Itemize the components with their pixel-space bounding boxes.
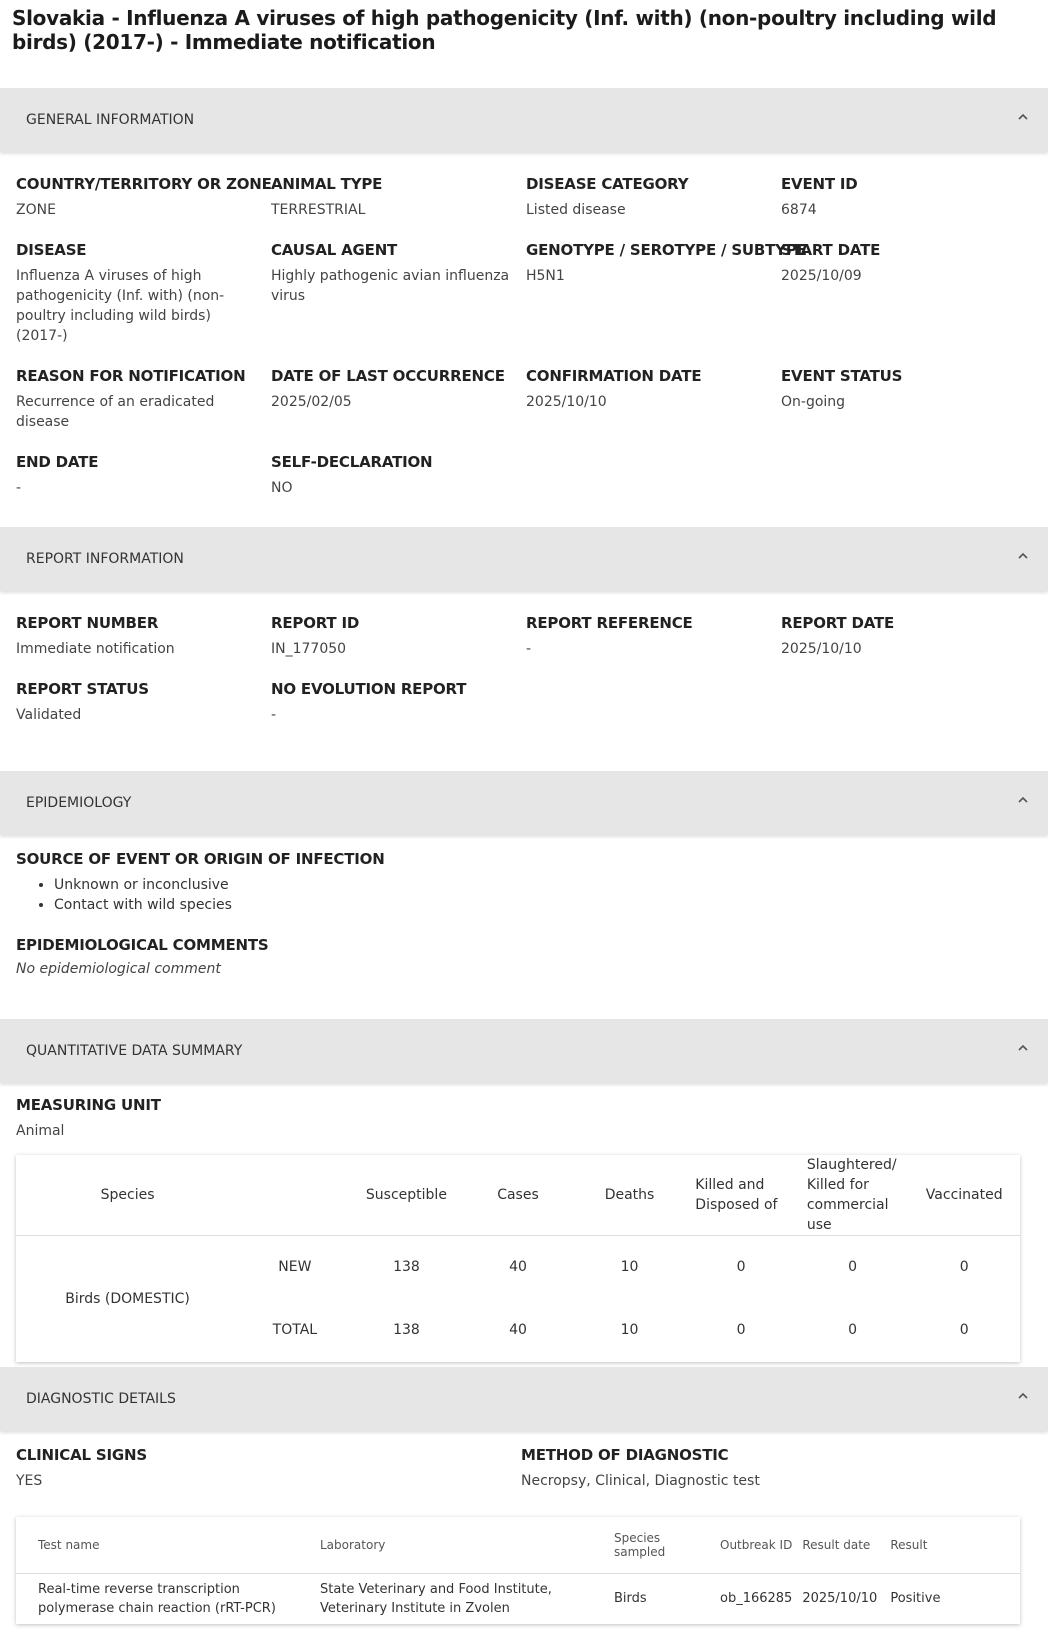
column-header: Result (880, 1517, 1020, 1573)
field-value: Immediate notification (16, 641, 175, 657)
species-sampled-cell: Birds (614, 1591, 647, 1606)
result-cell: Positive (890, 1591, 941, 1606)
field-label: CLINICAL SIGNS (16, 1446, 147, 1464)
field-disease-category (526, 174, 781, 240)
field-value: TERRESTRIAL (271, 202, 366, 218)
chevron-up-icon[interactable] (1016, 1041, 1030, 1055)
field-event-status (781, 366, 1036, 452)
epidemiology-body (0, 835, 1048, 1019)
field-label: REPORT ID (271, 614, 360, 632)
laboratory-cell: State Veterinary and Food Institute, Veterinary Institute in Zvolen (320, 1581, 552, 1616)
quantitative-body (0, 1083, 1048, 1367)
field-event-id (781, 174, 1036, 240)
field-label: END DATE (16, 453, 99, 471)
chevron-up-icon[interactable] (1016, 1389, 1030, 1403)
column-header: Species (16, 1155, 239, 1236)
table-cell: 10 (620, 1322, 639, 1338)
column-header: Species sampled (604, 1517, 710, 1573)
diagnostic-body (0, 1431, 1048, 1624)
column-header: Result date (792, 1517, 880, 1573)
table-row (16, 1573, 1020, 1624)
field-label: DISEASE CATEGORY (526, 175, 689, 193)
field-report-number (16, 613, 271, 679)
section-title: EPIDEMIOLOGY (26, 795, 132, 811)
section-title: GENERAL INFORMATION (26, 112, 195, 128)
field-label: EVENT ID (781, 175, 858, 193)
row-type: TOTAL (272, 1322, 318, 1338)
field-report-date (781, 613, 1036, 679)
field-value: YES (16, 1473, 43, 1489)
row-type: NEW (278, 1259, 312, 1276)
section-title: DIAGNOSTIC DETAILS (26, 1391, 176, 1407)
section-header-report[interactable] (0, 527, 1048, 591)
general-info-body (0, 152, 1048, 527)
field-clinical-signs (16, 1445, 521, 1491)
field-value: 2025/10/10 (526, 394, 607, 410)
field-label: EVENT STATUS (781, 367, 903, 385)
field-value: - (271, 707, 277, 723)
field-report-status (16, 679, 271, 745)
field-label: DISEASE (16, 241, 87, 259)
comments-value: No epidemiological comment (16, 961, 221, 977)
field-no-evolution-report (271, 679, 526, 745)
section-header-epidemiology[interactable] (0, 771, 1048, 835)
field-method-of-diagnostic (521, 1445, 1026, 1491)
field-value: Highly pathogenic avian influenza virus (271, 268, 510, 304)
table-cell: 0 (848, 1259, 858, 1276)
field-confirmation-date (526, 366, 781, 452)
table-header-row (16, 1155, 1020, 1236)
field-value: Necropsy, Clinical, Diagnostic test (521, 1473, 760, 1489)
section-header-quantitative[interactable] (0, 1019, 1048, 1083)
field-value: Validated (16, 707, 82, 723)
page-title: Slovakia - Influenza A viruses of high pathogenicity (Inf. with) (non-poultry including wild birds) (2017-) - Immediate notification (12, 6, 997, 54)
source-label: SOURCE OF EVENT OR ORIGIN OF INFECTION (16, 850, 385, 868)
field-value: IN_177050 (271, 641, 347, 657)
field-start-date (781, 240, 1036, 366)
field-value: - (526, 641, 532, 657)
table-cell: 40 (509, 1322, 527, 1338)
species-cell: Birds (DOMESTIC) (65, 1290, 190, 1307)
field-end-date (16, 452, 271, 518)
field-value: Listed disease (526, 202, 626, 218)
field-label: REPORT DATE (781, 614, 895, 632)
field-label: CAUSAL AGENT (271, 241, 398, 259)
column-header-spacer (239, 1155, 351, 1236)
field-value: 2025/10/10 (781, 641, 862, 657)
column-header: Slaughtered/ Killed for commercial use (797, 1155, 909, 1236)
field-causal-agent (271, 240, 526, 366)
field-label: ANIMAL TYPE (271, 175, 383, 193)
field-value: On-going (781, 394, 846, 410)
field-genotype (526, 240, 807, 366)
table-cell: 0 (959, 1259, 969, 1276)
field-value: ZONE (16, 202, 56, 218)
column-header: Laboratory (298, 1517, 604, 1573)
field-value: 2025/10/09 (781, 268, 862, 284)
test-name-cell: Real-time reverse transcription polymerase chain reaction (rRT-PCR) (38, 1581, 276, 1616)
field-disease (16, 240, 271, 366)
field-self-declaration (271, 452, 526, 518)
field-label: REPORT STATUS (16, 680, 149, 698)
column-header: Cases (462, 1155, 574, 1236)
field-label: DATE OF LAST OCCURRENCE (271, 367, 505, 385)
table-row (16, 1236, 1020, 1299)
result-date-cell: 2025/10/10 (802, 1591, 878, 1606)
section-title: REPORT INFORMATION (26, 551, 184, 567)
field-reason (16, 366, 271, 452)
column-header: Test name (16, 1517, 298, 1573)
field-value: NO (271, 480, 293, 496)
section-title: QUANTITATIVE DATA SUMMARY (26, 1043, 243, 1059)
field-report-id (271, 613, 526, 679)
column-header: Deaths (574, 1155, 686, 1236)
field-value: - (16, 480, 22, 496)
list-item: • Contact with wild species (54, 895, 1032, 915)
column-header: Susceptible (351, 1155, 463, 1236)
outbreak-id-cell: ob_166285 (720, 1591, 793, 1606)
report-info-body (0, 591, 1048, 771)
diagnostic-table (16, 1517, 1020, 1624)
field-last-occurrence (271, 366, 526, 452)
table-cell: 0 (848, 1322, 858, 1338)
comments-label: EPIDEMIOLOGICAL COMMENTS (16, 936, 269, 954)
field-country (16, 174, 271, 240)
field-label: REPORT REFERENCE (526, 614, 693, 632)
table-cell: 138 (393, 1322, 420, 1338)
section-header-diagnostic[interactable] (0, 1367, 1048, 1431)
field-label: NO EVOLUTION REPORT (271, 680, 467, 698)
table-cell: 138 (393, 1259, 420, 1276)
table-cell: 10 (620, 1259, 639, 1276)
table-header-row (16, 1517, 1020, 1573)
table-cell: 0 (959, 1322, 969, 1338)
field-label: REPORT NUMBER (16, 614, 159, 632)
column-header: Outbreak ID (710, 1517, 792, 1573)
chevron-up-icon[interactable] (1016, 549, 1030, 563)
quantitative-table (16, 1155, 1020, 1362)
measuring-unit-label: MEASURING UNIT (16, 1096, 161, 1114)
field-report-reference (526, 613, 781, 679)
field-value: 6874 (781, 202, 817, 218)
section-header-general[interactable] (0, 88, 1048, 152)
table-cell: 0 (736, 1259, 746, 1276)
field-value: Recurrence of an eradicated disease (16, 394, 215, 430)
field-animal-type (271, 174, 526, 240)
field-label: COUNTRY/TERRITORY OR ZONE (16, 175, 272, 193)
field-label: REASON FOR NOTIFICATION (16, 367, 246, 385)
field-value: H5N1 (526, 268, 565, 284)
field-value: 2025/02/05 (271, 394, 352, 410)
field-label: METHOD OF DIAGNOSTIC (521, 1446, 729, 1464)
field-label: START DATE (781, 241, 881, 259)
field-value: Influenza A viruses of high pathogenicity (Inf. with) (non-poultry including wild birds) (2017-) (16, 268, 225, 344)
chevron-up-icon[interactable] (1016, 110, 1030, 124)
field-label: SELF-DECLARATION (271, 453, 433, 471)
table-cell: 0 (736, 1322, 746, 1338)
list-item: • Unknown or inconclusive (54, 875, 1032, 895)
column-header: Killed and Disposed of (685, 1155, 797, 1236)
field-label: GENOTYPE / SEROTYPE / SUBTYPE (526, 241, 807, 259)
measuring-unit-value: Animal (16, 1123, 65, 1139)
column-header: Vaccinated (908, 1155, 1020, 1236)
source-list (54, 875, 1032, 915)
table-cell: 40 (509, 1259, 527, 1276)
chevron-up-icon[interactable] (1016, 793, 1030, 807)
field-label: CONFIRMATION DATE (526, 367, 702, 385)
